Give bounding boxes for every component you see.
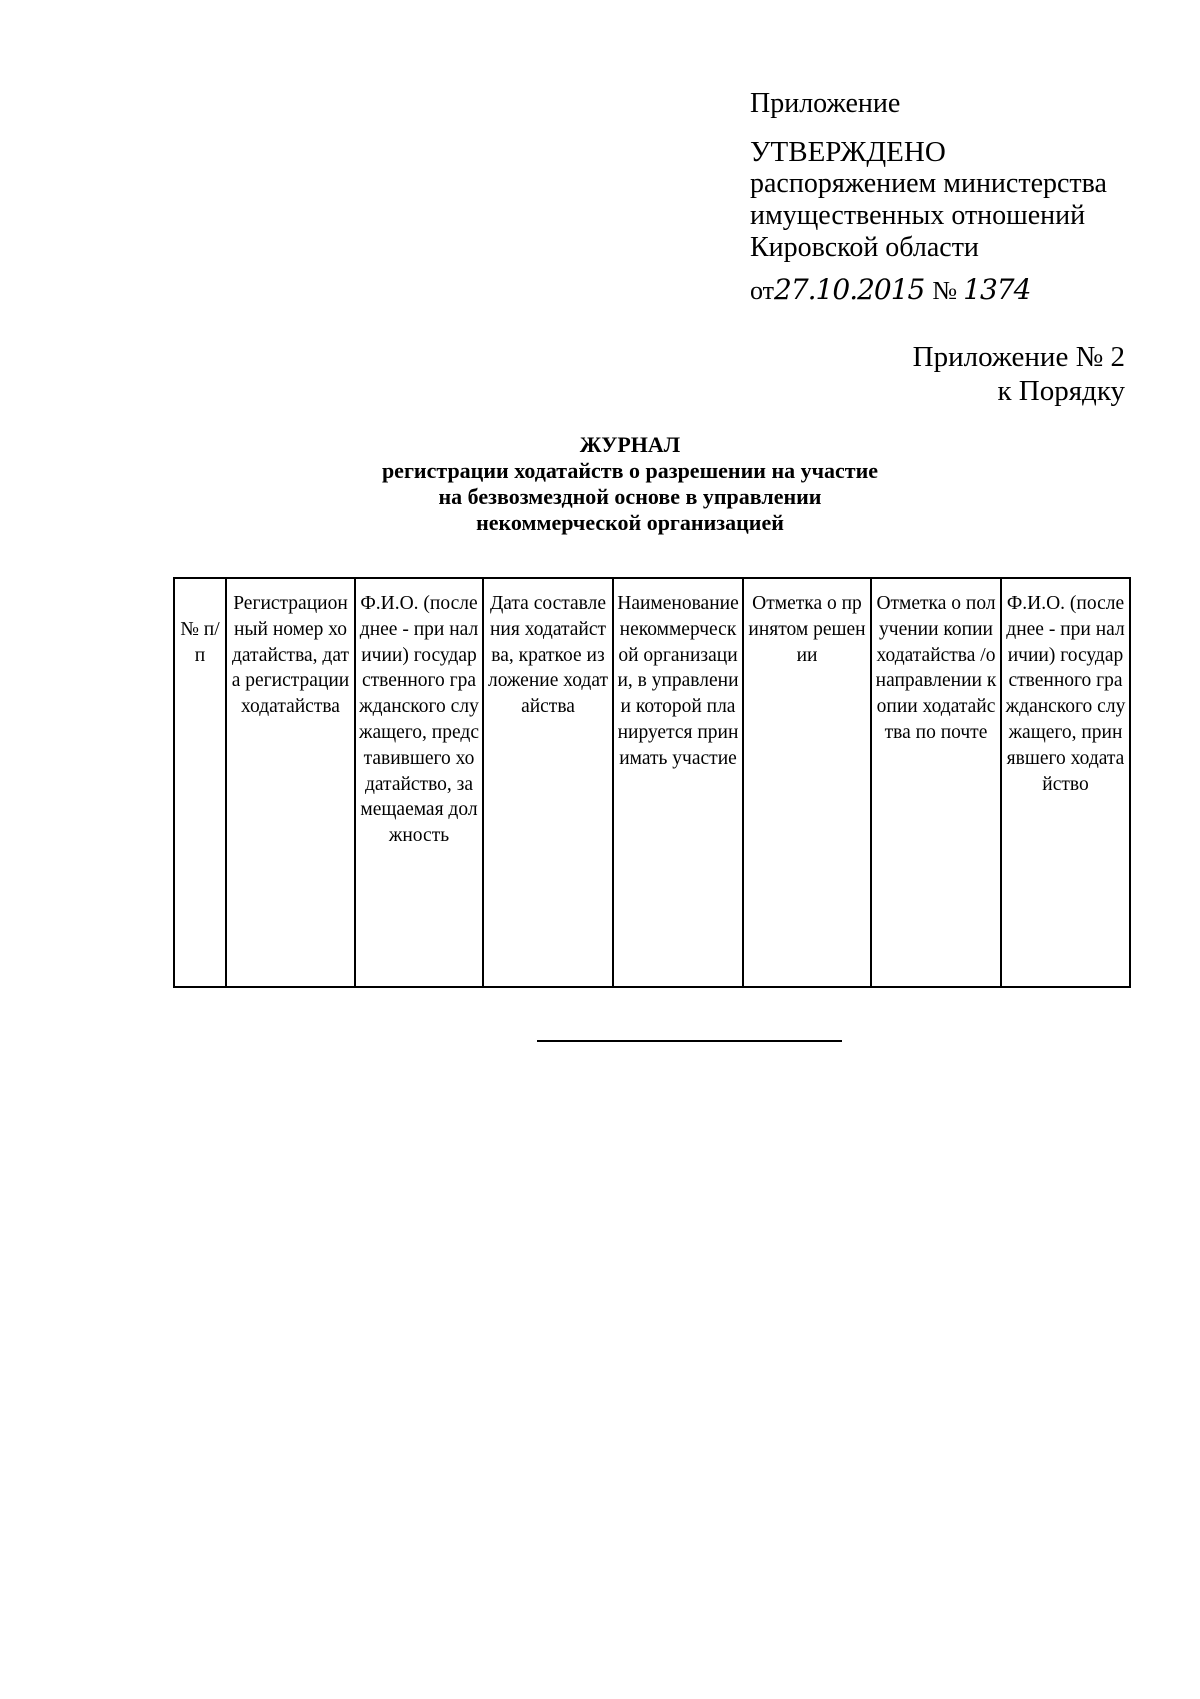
number-sign: № <box>932 276 958 305</box>
approval-line: имущественных отношений <box>750 200 1086 231</box>
column-header-number: № п/п <box>174 578 226 987</box>
journal-subtitle-line: некоммерческой организацией <box>476 510 784 535</box>
journal-subtitle-line: на безвозмездной основе в управлении <box>438 484 822 509</box>
journal-subtitle-line: регистрации ходатайств о разрешении на участие <box>381 458 879 483</box>
column-header-date-summary: Дата составления ходатайства, краткое изложение ходатайства <box>483 578 613 987</box>
closing-rule <box>537 1040 842 1042</box>
handwritten-number: 1374 <box>963 273 1031 306</box>
order-appendix <box>913 340 1125 408</box>
order-appendix-line: к Порядку <box>997 375 1125 407</box>
date-number-line <box>750 274 1170 307</box>
approval-block <box>750 88 1170 307</box>
column-header-registration: Регистрационный номер ходатайства, дата регистрации ходатайства <box>226 578 355 987</box>
date-prefix: от <box>750 276 775 305</box>
order-appendix-line: Приложение № 2 <box>912 341 1125 373</box>
approved-heading: УТВЕРЖДЕНО <box>750 136 946 168</box>
journal-title: ЖУРНАЛ <box>579 432 681 457</box>
column-header-decision: Отметка о принятом решении <box>743 578 871 987</box>
approval-line: Кировской области <box>750 232 979 263</box>
handwritten-date: 27.10.2015 <box>774 273 925 306</box>
journal-title-block <box>290 432 970 536</box>
column-header-organization: Наименование некоммерческой организации, в управлении которой планируется принимать участие <box>613 578 743 987</box>
column-header-applicant: Ф.И.О. (последнее - при наличии) государственного гражданского служащего, представившего ходатайство, замещаемая должность <box>355 578 483 987</box>
column-header-copy-receipt: Отметка о получении копии ходатайства /о направлении копии ходатайства по почте <box>871 578 1001 987</box>
approval-line: распоряжением министерства <box>750 168 1107 199</box>
journal-table <box>173 577 1131 988</box>
appendix-label: Приложение <box>750 88 901 119</box>
table-header-row <box>174 578 1130 987</box>
column-header-receiver: Ф.И.О. (последнее - при наличии) государственного гражданского служащего, принявшего ходатайство <box>1001 578 1130 987</box>
